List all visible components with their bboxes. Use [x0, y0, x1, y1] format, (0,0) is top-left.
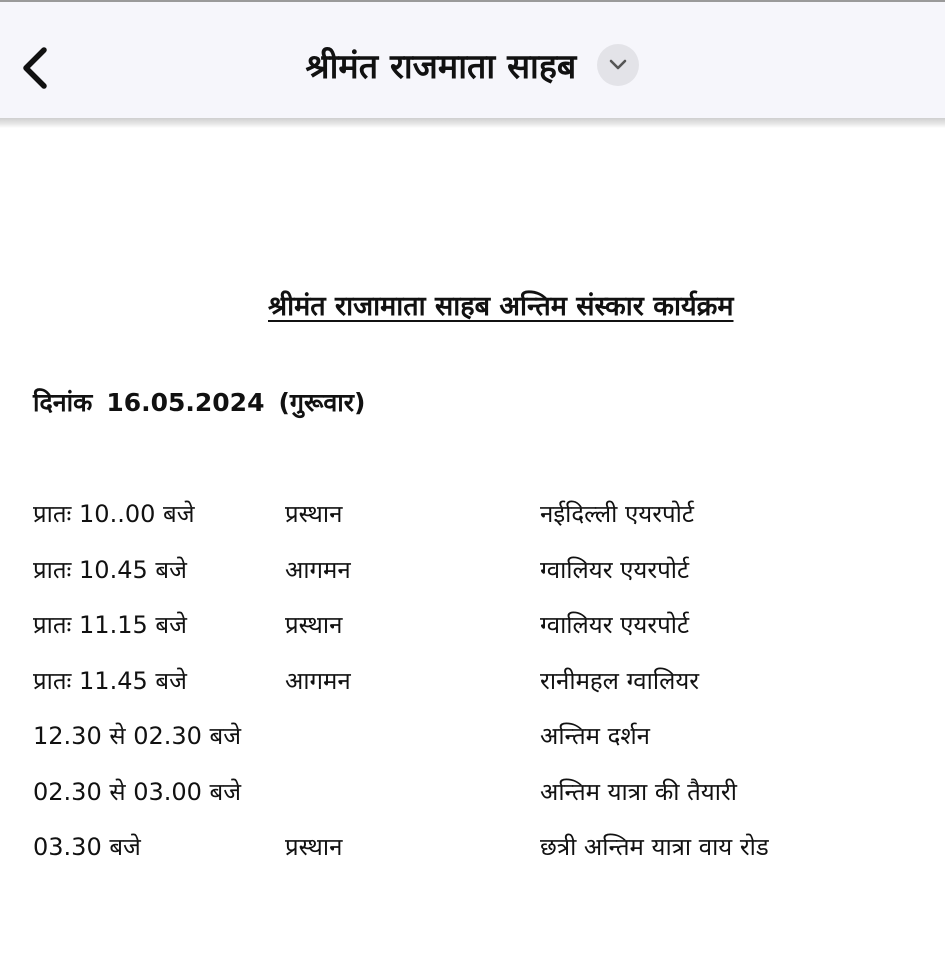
- date-day: (गुरूवार): [278, 388, 366, 417]
- date-label: दिनांक: [33, 388, 93, 417]
- date-line: [33, 385, 365, 419]
- schedule-action: आगमन: [285, 666, 351, 695]
- schedule-time: 12.30 से 02.30 बजे: [33, 722, 242, 750]
- schedule-time: 03.30 बजे: [33, 833, 141, 861]
- schedule-list: [0, 493, 945, 882]
- date-value: 16.05.2024: [106, 388, 265, 417]
- schedule-time: प्रातः 11.15 बजे: [33, 611, 187, 639]
- schedule-place: अन्तिम दर्शन: [540, 722, 650, 750]
- page-title: श्रीमंत राजमाता साहब: [305, 47, 577, 87]
- schedule-action: प्रस्थान: [285, 833, 343, 861]
- title-area: [0, 42, 945, 88]
- schedule-action: आगमन: [285, 555, 351, 584]
- chevron-down-icon: [608, 57, 628, 73]
- schedule-row: [0, 493, 945, 549]
- header-divider: [0, 118, 945, 128]
- schedule-time: प्रातः 11.45 बजे: [33, 666, 187, 695]
- schedule-time: प्रातः 10.45 बजे: [33, 555, 187, 584]
- schedule-place: नईदिल्ली एयरपोर्ट: [540, 500, 694, 528]
- schedule-row: [0, 604, 945, 660]
- document-heading: श्रीमंत राजामाता साहब अन्तिम संस्कार कार्यक्रम: [268, 291, 734, 322]
- title-dropdown-button[interactable]: [597, 44, 639, 86]
- schedule-time: 02.30 से 03.00 बजे: [33, 777, 242, 806]
- schedule-row: [0, 771, 945, 827]
- top-app-bar: [0, 0, 945, 118]
- schedule-place: छत्री अन्तिम यात्रा वाय रोड: [540, 833, 769, 861]
- schedule-place: रानीमहल ग्वालियर: [540, 666, 700, 695]
- schedule-row: [0, 660, 945, 716]
- schedule-row: [0, 715, 945, 771]
- schedule-time: प्रातः 10..00 बजे: [33, 500, 195, 528]
- schedule-action: प्रस्थान: [285, 500, 343, 528]
- schedule-place: ग्वालियर एयरपोर्ट: [540, 555, 690, 584]
- schedule-place: ग्वालियर एयरपोर्ट: [540, 611, 690, 639]
- schedule-row: [0, 549, 945, 605]
- schedule-place: अन्तिम यात्रा की तैयारी: [540, 777, 737, 806]
- schedule-row: [0, 826, 945, 882]
- schedule-action: प्रस्थान: [285, 611, 343, 639]
